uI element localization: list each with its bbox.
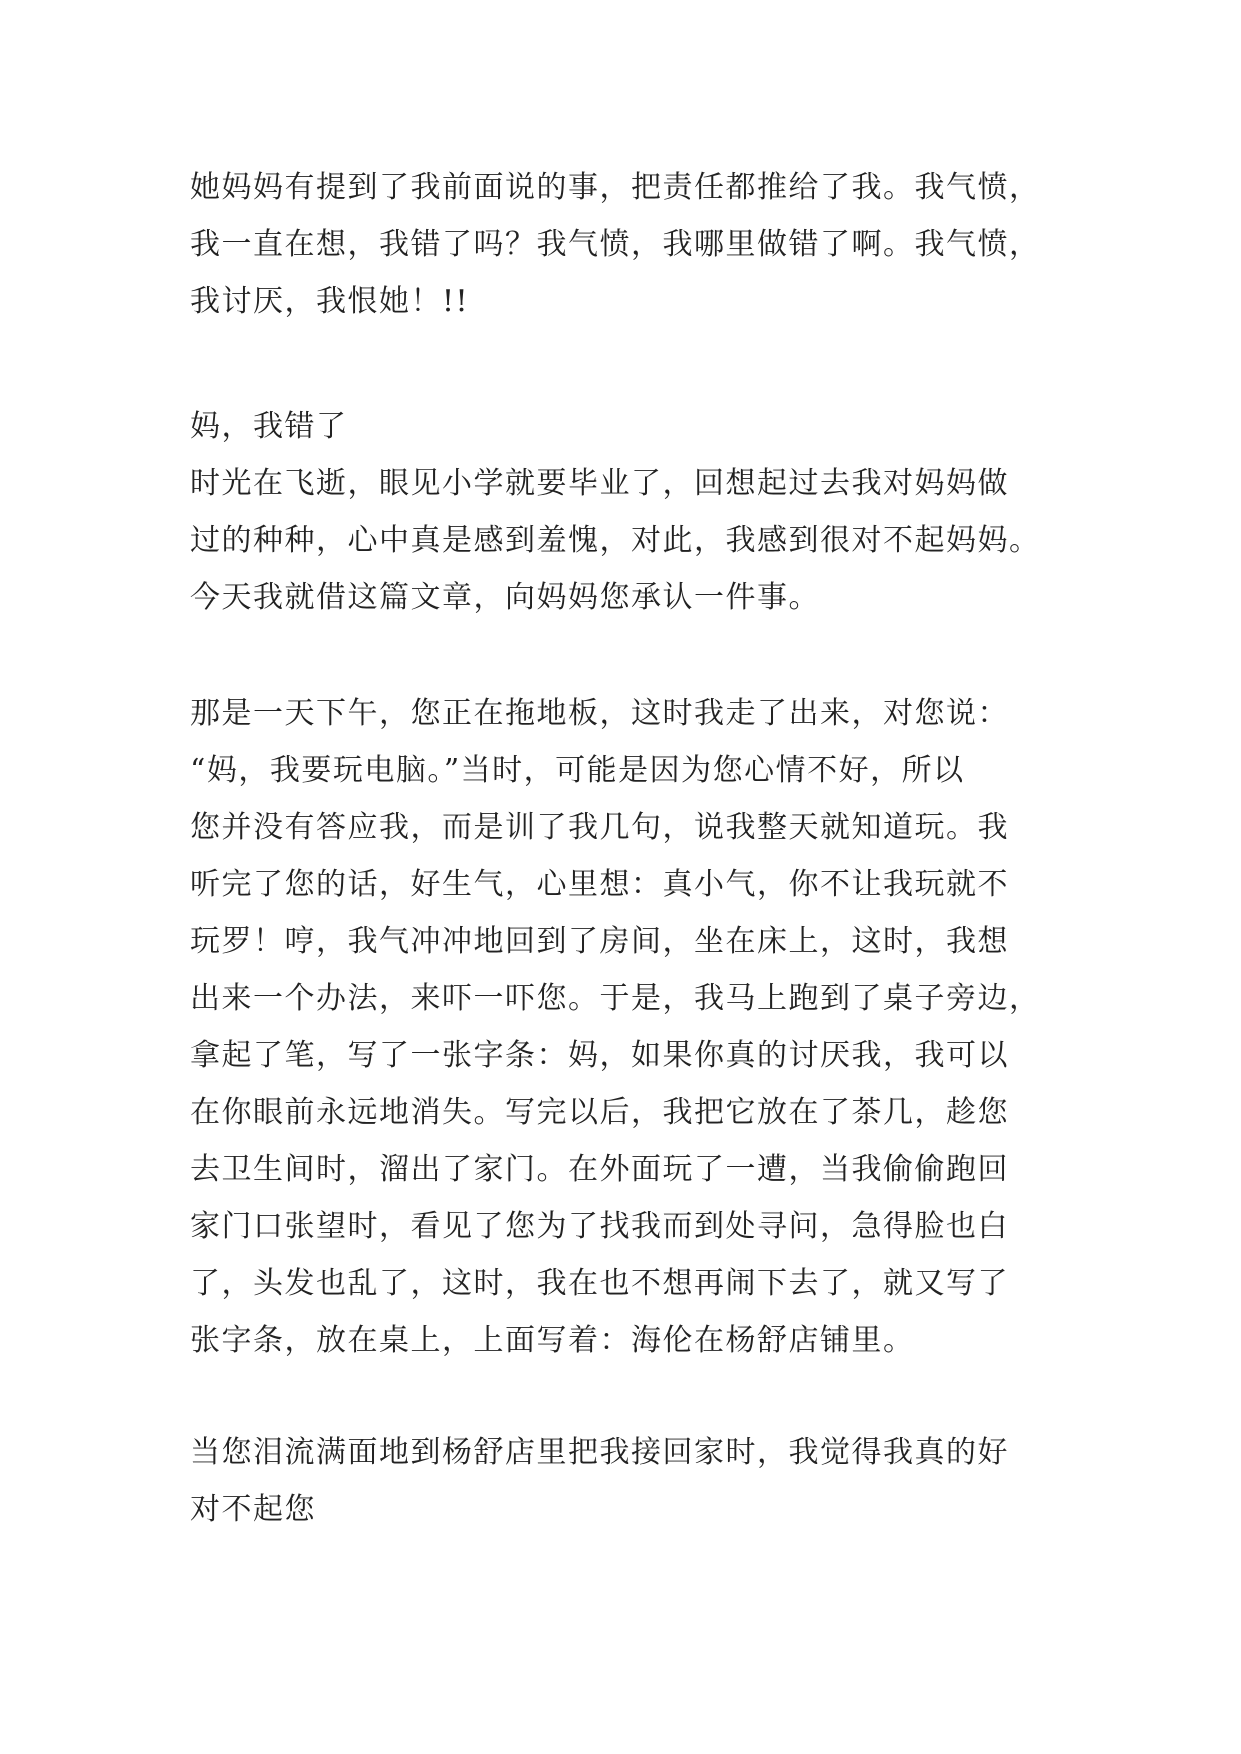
paragraph-1 [190, 159, 1052, 330]
paragraph-3 [190, 685, 1052, 1369]
text-line: 出来一个办法，来吓一吓您。于是，我马上跑到了桌子旁边， [190, 981, 1041, 1016]
text-line: 您并没有答应我，而是训了我几句，说我整天就知道玩。我 [190, 810, 1009, 845]
text-line: 玩罗！哼，我气冲冲地回到了房间，坐在床上，这时，我想 [190, 924, 1009, 959]
text-line: “妈，我要玩电脑。”当时，可能是因为您心情不好，所以 [190, 753, 965, 788]
text-line: 在你眼前永远地消失。写完以后，我把它放在了茶几，趁您 [190, 1095, 1009, 1130]
paragraph-2 [190, 398, 1052, 626]
text-line: 家门口张望时，看见了您为了找我而到处寻问，急得脸也白 [190, 1209, 1009, 1244]
text-line: 时光在飞逝，眼见小学就要毕业了，回想起过去我对妈妈做 [190, 466, 1009, 501]
text-line: 她妈妈有提到了我前面说的事，把责任都推给了我。我气愤， [190, 170, 1041, 205]
text-line: 对不起您 [190, 1492, 316, 1527]
text-line: 过的种种，心中真是感到羞愧，对此，我感到很对不起妈妈。 [190, 523, 1041, 558]
text-line: 那是一天下午，您正在拖地板，这时我走了出来，对您说： [190, 696, 1009, 731]
text-line: 今天我就借这篇文章，向妈妈您承认一件事。 [190, 580, 820, 615]
text-line: 了，头发也乱了，这时，我在也不想再闹下去了，就又写了 [190, 1266, 1009, 1301]
text-line: 张字条，放在桌上，上面写着：海伦在杨舒店铺里。 [190, 1323, 915, 1358]
text-line: 我一直在想，我错了吗？我气愤，我哪里做错了啊。我气愤， [190, 227, 1041, 262]
text-line: 听完了您的话，好生气，心里想：真小气，你不让我玩就不 [190, 867, 1009, 902]
paragraph-4 [190, 1424, 1052, 1538]
text-line: 拿起了笔，写了一张字条：妈，如果你真的讨厌我，我可以 [190, 1038, 1009, 1073]
text-line: 去卫生间时，溜出了家门。在外面玩了一遭，当我偷偷跑回 [190, 1152, 1009, 1187]
text-line: 我讨厌，我恨她！!! [190, 284, 470, 319]
text-line: 当您泪流满面地到杨舒店里把我接回家时，我觉得我真的好 [190, 1435, 1009, 1470]
section-title: 妈，我错了 [190, 409, 348, 444]
